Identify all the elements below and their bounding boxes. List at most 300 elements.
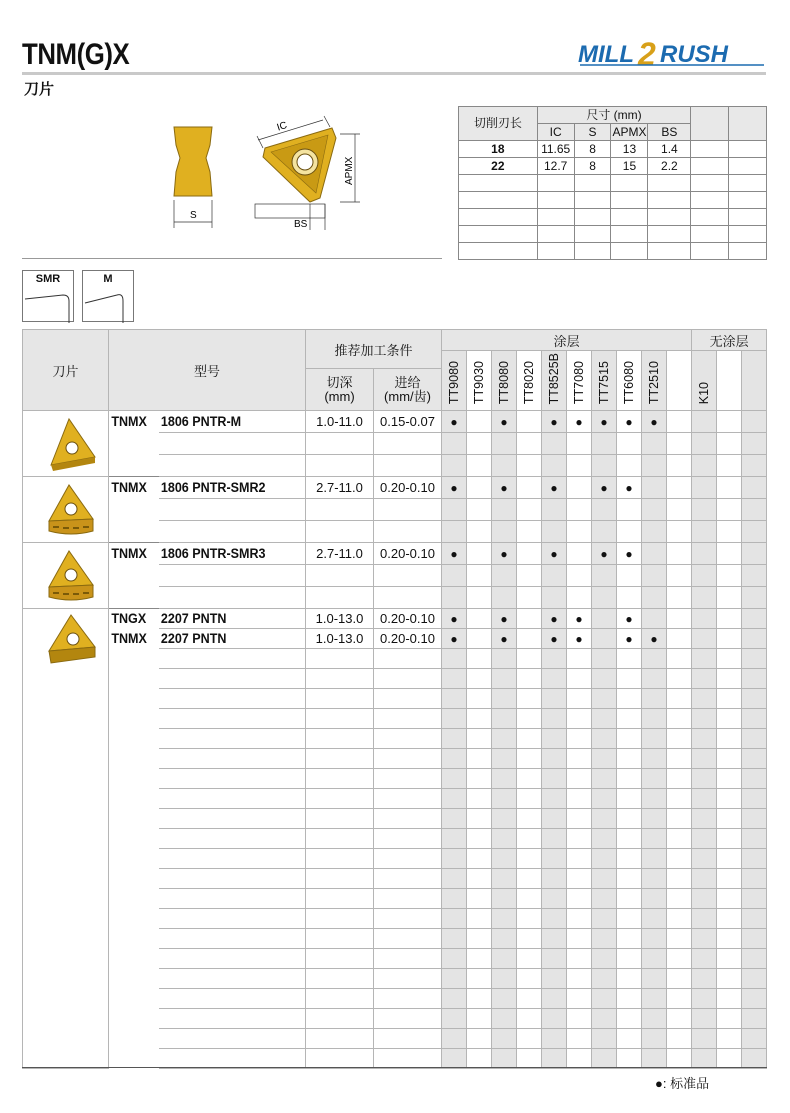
- depth-cell: [306, 649, 374, 669]
- grade-cell: [617, 669, 642, 689]
- grade-cell: [442, 949, 467, 969]
- grade-cell: [442, 889, 467, 909]
- grade-cell: [692, 829, 717, 849]
- grade-cell: [667, 769, 692, 789]
- grade-cell: [517, 521, 542, 543]
- table-row: [23, 455, 767, 477]
- grade-cell: [492, 455, 517, 477]
- grade-cell: [517, 909, 542, 929]
- grade-cell: [467, 709, 492, 729]
- standard-dot: ●: [550, 547, 558, 561]
- grade-cell: [467, 1049, 492, 1069]
- grade-cell: [642, 629, 667, 649]
- depth-cell: 2.7-11.0: [306, 543, 374, 565]
- grade-cell: [667, 411, 692, 433]
- grade-cell: [692, 477, 717, 499]
- grade-cell: [642, 521, 667, 543]
- dim-value-cell: [574, 175, 611, 192]
- product-table: [22, 329, 767, 1069]
- grade-cell: [492, 769, 517, 789]
- model-prefix: [109, 565, 156, 587]
- grade-cell: [517, 1029, 542, 1049]
- grade-cell: [542, 587, 567, 609]
- grade-cell: [467, 769, 492, 789]
- grade-cell: [742, 789, 767, 809]
- grade-cell: [742, 829, 767, 849]
- dim-head-edge: 切削刃长: [459, 107, 538, 141]
- feed-cell: [374, 521, 442, 543]
- dim-row: [459, 175, 767, 192]
- model-code: [159, 587, 296, 609]
- grade-cell: [617, 769, 642, 789]
- grade-cell: [567, 809, 592, 829]
- dim-value-cell: 8: [574, 158, 611, 175]
- grade-cell: [567, 909, 592, 929]
- model-prefix: [109, 1049, 156, 1069]
- feed-cell: [374, 809, 442, 829]
- grade-cell: [617, 629, 642, 649]
- grade-cell: [742, 629, 767, 649]
- grade-cell: [492, 587, 517, 609]
- dim-value-cell: [691, 141, 729, 158]
- grade-cell: [717, 411, 742, 433]
- grade-cell: [517, 565, 542, 587]
- grade-cell: [592, 749, 617, 769]
- grade-cell: [642, 769, 667, 789]
- grade-cell: [592, 669, 617, 689]
- grade-cell: [717, 629, 742, 649]
- grade-cell: [692, 499, 717, 521]
- grade-cell: [667, 709, 692, 729]
- grade-cell: [517, 689, 542, 709]
- grade-cell: [442, 1009, 467, 1029]
- dim-value-cell: [611, 175, 648, 192]
- model-code: [159, 669, 296, 689]
- dim-value-cell: 13: [611, 141, 648, 158]
- grade-cell: [667, 849, 692, 869]
- grade-cell: [742, 1029, 767, 1049]
- feed-cell: [374, 565, 442, 587]
- table-row: [23, 749, 767, 769]
- model-code: [159, 869, 296, 889]
- grade-cell: [542, 869, 567, 889]
- standard-dot: ●: [450, 415, 458, 429]
- grade-cell: [442, 477, 467, 499]
- model-prefix: [109, 749, 156, 769]
- model-prefix: [109, 829, 156, 849]
- grade-cell: [717, 789, 742, 809]
- col-head-depth: 切深 (mm): [306, 369, 374, 411]
- grade-header: [492, 351, 517, 411]
- table-row: [23, 689, 767, 709]
- table-row: [23, 669, 767, 689]
- grade-cell: [617, 709, 642, 729]
- depth-cell: [306, 689, 374, 709]
- grade-cell: [642, 477, 667, 499]
- feed-cell: 0.20-0.10: [374, 629, 442, 649]
- model-prefix: TNGX: [109, 609, 156, 629]
- grade-cell: [717, 689, 742, 709]
- grade-cell: [517, 433, 542, 455]
- grade-cell: [492, 749, 517, 769]
- grade-cell: [717, 889, 742, 909]
- grade-cell: [492, 989, 517, 1009]
- grade-cell: [442, 829, 467, 849]
- grade-cell: [517, 729, 542, 749]
- grade-cell: [742, 669, 767, 689]
- grade-cell: [692, 689, 717, 709]
- table-row: [23, 543, 767, 565]
- grade-cell: [617, 455, 642, 477]
- grade-cell: [542, 709, 567, 729]
- page-title: TNM(G)X: [22, 38, 130, 71]
- model-code: [159, 889, 296, 909]
- grade-cell: [517, 809, 542, 829]
- grade-header: [442, 351, 467, 411]
- feed-cell: [374, 969, 442, 989]
- model-prefix: [109, 729, 156, 749]
- depth-cell: [306, 455, 374, 477]
- grade-cell: [517, 499, 542, 521]
- grade-cell: [542, 629, 567, 649]
- grade-cell: [542, 769, 567, 789]
- grade-cell: [717, 909, 742, 929]
- grade-cell: [617, 929, 642, 949]
- grade-cell: [567, 411, 592, 433]
- grade-cell: [567, 689, 592, 709]
- dim-head-size: 尺寸 (mm): [537, 107, 691, 124]
- grade-cell: [667, 1049, 692, 1069]
- model-prefix: [109, 929, 156, 949]
- standard-dot: ●: [650, 415, 658, 429]
- grade-cell: [467, 629, 492, 649]
- grade-cell: [517, 609, 542, 629]
- grade-cell: [592, 1029, 617, 1049]
- model-prefix: [109, 521, 156, 543]
- model-prefix: TNMX: [109, 411, 156, 433]
- dim-col-bs: BS: [648, 124, 691, 141]
- table-row: [23, 929, 767, 949]
- grade-cell: [467, 543, 492, 565]
- model-prefix: [109, 709, 156, 729]
- depth-cell: [306, 669, 374, 689]
- table-row: [23, 889, 767, 909]
- grade-cell: [442, 869, 467, 889]
- dim-value-cell: [729, 175, 767, 192]
- grade-cell: [642, 543, 667, 565]
- table-row: [23, 629, 767, 649]
- grade-cell: [667, 949, 692, 969]
- grade-cell: [542, 969, 567, 989]
- feed-cell: 0.20-0.10: [374, 609, 442, 629]
- insert-dimension-drawing: [160, 100, 370, 235]
- grade-cell: [567, 729, 592, 749]
- grade-cell: [442, 649, 467, 669]
- grade-cell: [517, 849, 542, 869]
- grade-cell: [492, 809, 517, 829]
- standard-dot: ●: [450, 632, 458, 646]
- grade-cell: [667, 649, 692, 669]
- dim-value-cell: [691, 158, 729, 175]
- feed-cell: [374, 433, 442, 455]
- grade-cell: [567, 709, 592, 729]
- grade-cell: [742, 499, 767, 521]
- grade-cell: [667, 1009, 692, 1029]
- standard-dot: ●: [625, 547, 633, 561]
- model-prefix: [109, 989, 156, 1009]
- model-code: [159, 455, 296, 477]
- grade-cell: [642, 929, 667, 949]
- table-row: [23, 729, 767, 749]
- grade-cell: [492, 1009, 517, 1029]
- feed-cell: [374, 769, 442, 789]
- grade-cell: [692, 769, 717, 789]
- model-prefix: [109, 499, 156, 521]
- grade-cell: [567, 1029, 592, 1049]
- grade-cell: [717, 609, 742, 629]
- grade-cell: [667, 749, 692, 769]
- grade-cell: [592, 849, 617, 869]
- depth-cell: [306, 1029, 374, 1049]
- grade-cell: [492, 649, 517, 669]
- grade-cell: [642, 709, 667, 729]
- feed-cell: 0.20-0.10: [374, 543, 442, 565]
- dim-label-bs: BS: [294, 219, 308, 230]
- model-code: [159, 1029, 296, 1049]
- grade-cell: [492, 565, 517, 587]
- depth-cell: [306, 499, 374, 521]
- grade-cell: [717, 1049, 742, 1069]
- standard-dot: ●: [500, 632, 508, 646]
- grade-cell: [592, 629, 617, 649]
- grade-cell: [442, 969, 467, 989]
- grade-cell: [542, 411, 567, 433]
- grade-cell: [442, 433, 467, 455]
- depth-cell: 1.0-11.0: [306, 411, 374, 433]
- grade-cell: [467, 587, 492, 609]
- standard-dot: ●: [550, 612, 558, 626]
- grade-cell: [492, 909, 517, 929]
- grade-cell: [492, 411, 517, 433]
- grade-cell: [667, 989, 692, 1009]
- grade-cell: [692, 1009, 717, 1029]
- standard-dot: ●: [450, 481, 458, 495]
- grade-cell: [617, 989, 642, 1009]
- table-row: [23, 411, 767, 433]
- grade-cell: [667, 909, 692, 929]
- grade-cell: [642, 609, 667, 629]
- grade-cell: [567, 477, 592, 499]
- grade-cell: [717, 587, 742, 609]
- dim-value-cell: [648, 243, 691, 260]
- dim-value-cell: [729, 226, 767, 243]
- model-prefix: [109, 1009, 156, 1029]
- grade-cell: [467, 433, 492, 455]
- feed-cell: [374, 909, 442, 929]
- dim-value-cell: 15: [611, 158, 648, 175]
- model-code: [159, 849, 296, 869]
- grade-cell: [692, 849, 717, 869]
- grade-cell: [492, 1029, 517, 1049]
- dim-value-cell: 12.7: [537, 158, 574, 175]
- grade-cell: [717, 749, 742, 769]
- grade-cell: [617, 729, 642, 749]
- grade-cell: [542, 649, 567, 669]
- standard-dot: ●: [450, 612, 458, 626]
- grade-cell: [692, 521, 717, 543]
- model-prefix: [109, 909, 156, 929]
- grade-cell: [492, 929, 517, 949]
- grade-cell: [517, 1009, 542, 1029]
- grade-cell: [642, 829, 667, 849]
- grade-cell: [542, 1029, 567, 1049]
- dim-edge-cell: [459, 226, 538, 243]
- grade-cell: [467, 829, 492, 849]
- standard-dot: ●: [550, 481, 558, 495]
- grade-cell: [742, 455, 767, 477]
- dim-value-cell: 2.2: [648, 158, 691, 175]
- grade-cell: [592, 949, 617, 969]
- depth-cell: [306, 521, 374, 543]
- grade-cell: [442, 543, 467, 565]
- grade-cell: [467, 669, 492, 689]
- grade-cell: [467, 499, 492, 521]
- standard-dot: ●: [625, 481, 633, 495]
- model-prefix: [109, 433, 156, 455]
- grade-cell: [742, 949, 767, 969]
- grade-cell: [642, 869, 667, 889]
- depth-cell: 1.0-13.0: [306, 629, 374, 649]
- grade-cell: [492, 609, 517, 629]
- dim-head-blank: [729, 107, 767, 141]
- grade-label: TT2510: [647, 360, 662, 404]
- logo-text-num: 2: [638, 38, 656, 68]
- grade-cell: [692, 629, 717, 649]
- model-code: [159, 709, 296, 729]
- grade-cell: [742, 587, 767, 609]
- grade-cell: [617, 889, 642, 909]
- grade-cell: [592, 909, 617, 929]
- grade-cell: [542, 543, 567, 565]
- grade-cell: [617, 565, 642, 587]
- model-code: [159, 929, 296, 949]
- dim-value-cell: [691, 226, 729, 243]
- grade-cell: [467, 909, 492, 929]
- model-code: [159, 565, 296, 587]
- dim-value-cell: [611, 209, 648, 226]
- grade-cell: [567, 989, 592, 1009]
- grade-cell: [617, 789, 642, 809]
- grade-cell: [492, 477, 517, 499]
- dim-col-apmx: APMX: [612, 124, 647, 139]
- grade-cell: [692, 543, 717, 565]
- grade-cell: [517, 543, 542, 565]
- grade-cell: [517, 889, 542, 909]
- depth-cell: [306, 433, 374, 455]
- grade-cell: [617, 749, 642, 769]
- grade-cell: [667, 477, 692, 499]
- depth-cell: [306, 969, 374, 989]
- depth-cell: [306, 709, 374, 729]
- grade-cell: [492, 499, 517, 521]
- grade-cell: [692, 1049, 717, 1069]
- grade-cell: [692, 909, 717, 929]
- model-code: 1806 PNTR-M: [159, 411, 296, 433]
- grade-cell: [442, 849, 467, 869]
- standard-dot: ●: [500, 547, 508, 561]
- grade-cell: [642, 565, 667, 587]
- grade-cell: [492, 709, 517, 729]
- grade-cell: [467, 609, 492, 629]
- dim-value-cell: [691, 209, 729, 226]
- depth-cell: [306, 729, 374, 749]
- feed-cell: [374, 989, 442, 1009]
- grade-cell: [667, 789, 692, 809]
- feed-cell: [374, 455, 442, 477]
- grade-cell: [617, 969, 642, 989]
- grade-cell: [517, 477, 542, 499]
- table-row: [23, 565, 767, 587]
- grade-cell: [467, 869, 492, 889]
- grade-cell: [567, 829, 592, 849]
- model-code: [159, 1049, 296, 1069]
- model-prefix: [109, 969, 156, 989]
- grade-cell: [517, 789, 542, 809]
- dim-value-cell: [648, 175, 691, 192]
- dim-value-cell: [648, 209, 691, 226]
- insert-image: [43, 481, 103, 539]
- grade-cell: [442, 411, 467, 433]
- grade-cell: [692, 989, 717, 1009]
- grade-cell: [567, 609, 592, 629]
- depth-cell: 2.7-11.0: [306, 477, 374, 499]
- table-row: [23, 709, 767, 729]
- grade-cell: [717, 521, 742, 543]
- grade-cell: [517, 1049, 542, 1069]
- depth-cell: [306, 789, 374, 809]
- model-prefix: [109, 769, 156, 789]
- grade-label: TT8525B: [547, 352, 562, 404]
- grade-cell: [592, 1009, 617, 1029]
- standard-dot: ●: [625, 612, 633, 626]
- dim-edge-cell: 22: [459, 158, 538, 175]
- model-prefix: [109, 587, 156, 609]
- grade-cell: [742, 477, 767, 499]
- col-head-uncoated: 无涂层: [692, 330, 767, 351]
- grade-cell: [542, 949, 567, 969]
- dim-value-cell: [574, 243, 611, 260]
- grade-cell: [542, 1049, 567, 1069]
- table-bottom-rule: [22, 1067, 767, 1068]
- grade-cell: [467, 565, 492, 587]
- grade-cell: [617, 849, 642, 869]
- grade-cell: [592, 609, 617, 629]
- standard-dot: ●: [550, 632, 558, 646]
- depth-cell: 1.0-13.0: [306, 609, 374, 629]
- table-row: [23, 1049, 767, 1069]
- page-subtitle: 刀片: [24, 81, 55, 98]
- grade-cell: [742, 565, 767, 587]
- dim-col-s: S: [574, 124, 611, 141]
- grade-cell: [567, 889, 592, 909]
- grade-cell: [742, 1009, 767, 1029]
- grade-cell: [642, 1029, 667, 1049]
- grade-cell: [642, 1009, 667, 1029]
- grade-cell: [642, 689, 667, 709]
- grade-cell: [667, 809, 692, 829]
- grade-cell: [467, 477, 492, 499]
- drawing-divider: [22, 258, 442, 259]
